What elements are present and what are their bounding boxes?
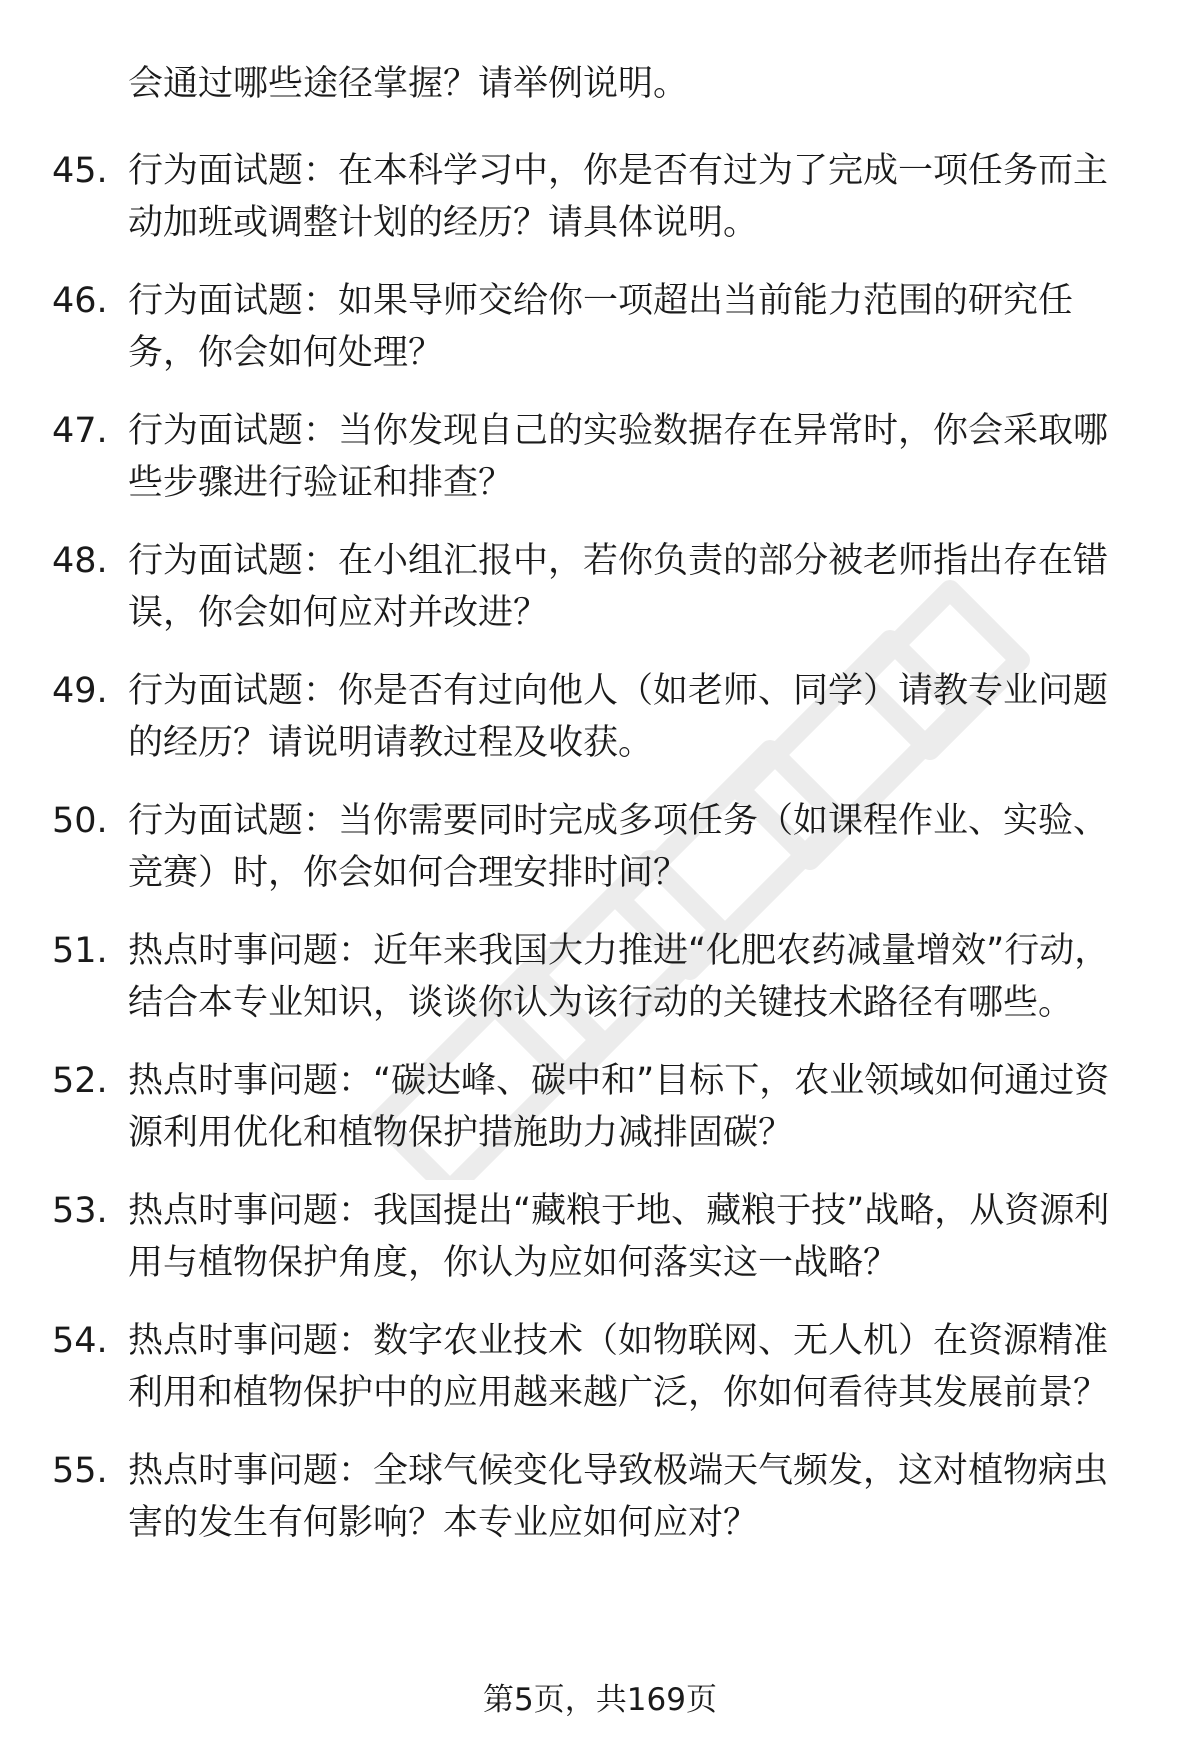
question-text: 热点时事问题：我国提出“藏粮于地、藏粮于技”战略，从资源利用与植物保护角度，你认为应如何落实这一战略？	[128, 1191, 1110, 1283]
question-text: 行为面试题：当你需要同时完成多项任务（如课程作业、实验、竞赛）时，你会如何合理安排时间？	[128, 801, 1109, 893]
question-number: 45.	[52, 151, 108, 191]
list-item	[0, 145, 1200, 249]
question-number: 52.	[52, 1061, 108, 1101]
list-item	[0, 925, 1200, 1029]
question-number: 47.	[52, 411, 108, 451]
list-item	[0, 275, 1200, 379]
question-number: 49.	[52, 671, 108, 711]
question-text: 行为面试题：当你发现自己的实验数据存在异常时，你会采取哪些步骤进行验证和排查？	[128, 411, 1109, 503]
question-number: 51.	[52, 931, 108, 971]
question-text: 热点时事问题：近年来我国大力推进“化肥农药减量增效”行动，结合本专业知识，谈谈你认为该行动的关键技术路径有哪些。	[128, 931, 1110, 1023]
question-text: 行为面试题：你是否有过向他人（如老师、同学）请教专业问题的经历？请说明请教过程及收获。	[128, 671, 1109, 763]
list-item	[0, 665, 1200, 769]
question-text: 行为面试题：在本科学习中，你是否有过为了完成一项任务而主动加班或调整计划的经历？请具体说明。	[128, 151, 1109, 243]
list-item	[0, 1055, 1200, 1159]
question-text: 热点时事问题：数字农业技术（如物联网、无人机）在资源精准利用和植物保护中的应用越来越广泛，你如何看待其发展前景？	[128, 1321, 1109, 1413]
list-item	[0, 1445, 1200, 1549]
question-number: 46.	[52, 281, 108, 321]
question-text: 热点时事问题：全球气候变化导致极端天气频发，这对植物病虫害的发生有何影响？本专业应如何应对？	[128, 1451, 1109, 1543]
list-item	[0, 795, 1200, 899]
question-number: 50.	[52, 801, 108, 841]
list-item	[0, 535, 1200, 639]
question-number: 55.	[52, 1451, 108, 1491]
question-number: 48.	[52, 541, 108, 581]
question-number: 54.	[52, 1321, 108, 1361]
page-footer: 第5页，共169页	[483, 1682, 717, 1718]
list-item	[0, 1315, 1200, 1419]
question-text: 行为面试题：在小组汇报中，若你负责的部分被老师指出存在错误，你会如何应对并改进？	[128, 541, 1109, 633]
continuation-text: 会通过哪些途径掌握？请举例说明。	[128, 64, 689, 104]
question-text: 热点时事问题：“碳达峰、碳中和”目标下，农业领域如何通过资源利用优化和植物保护措施助力减排固碳？	[128, 1061, 1110, 1153]
question-list	[0, 145, 1200, 1575]
question-text: 行为面试题：如果导师交给你一项超出当前能力范围的研究任务，你会如何处理？	[128, 281, 1074, 373]
question-number: 53.	[52, 1191, 108, 1231]
list-item	[0, 405, 1200, 509]
list-item	[0, 1185, 1200, 1289]
